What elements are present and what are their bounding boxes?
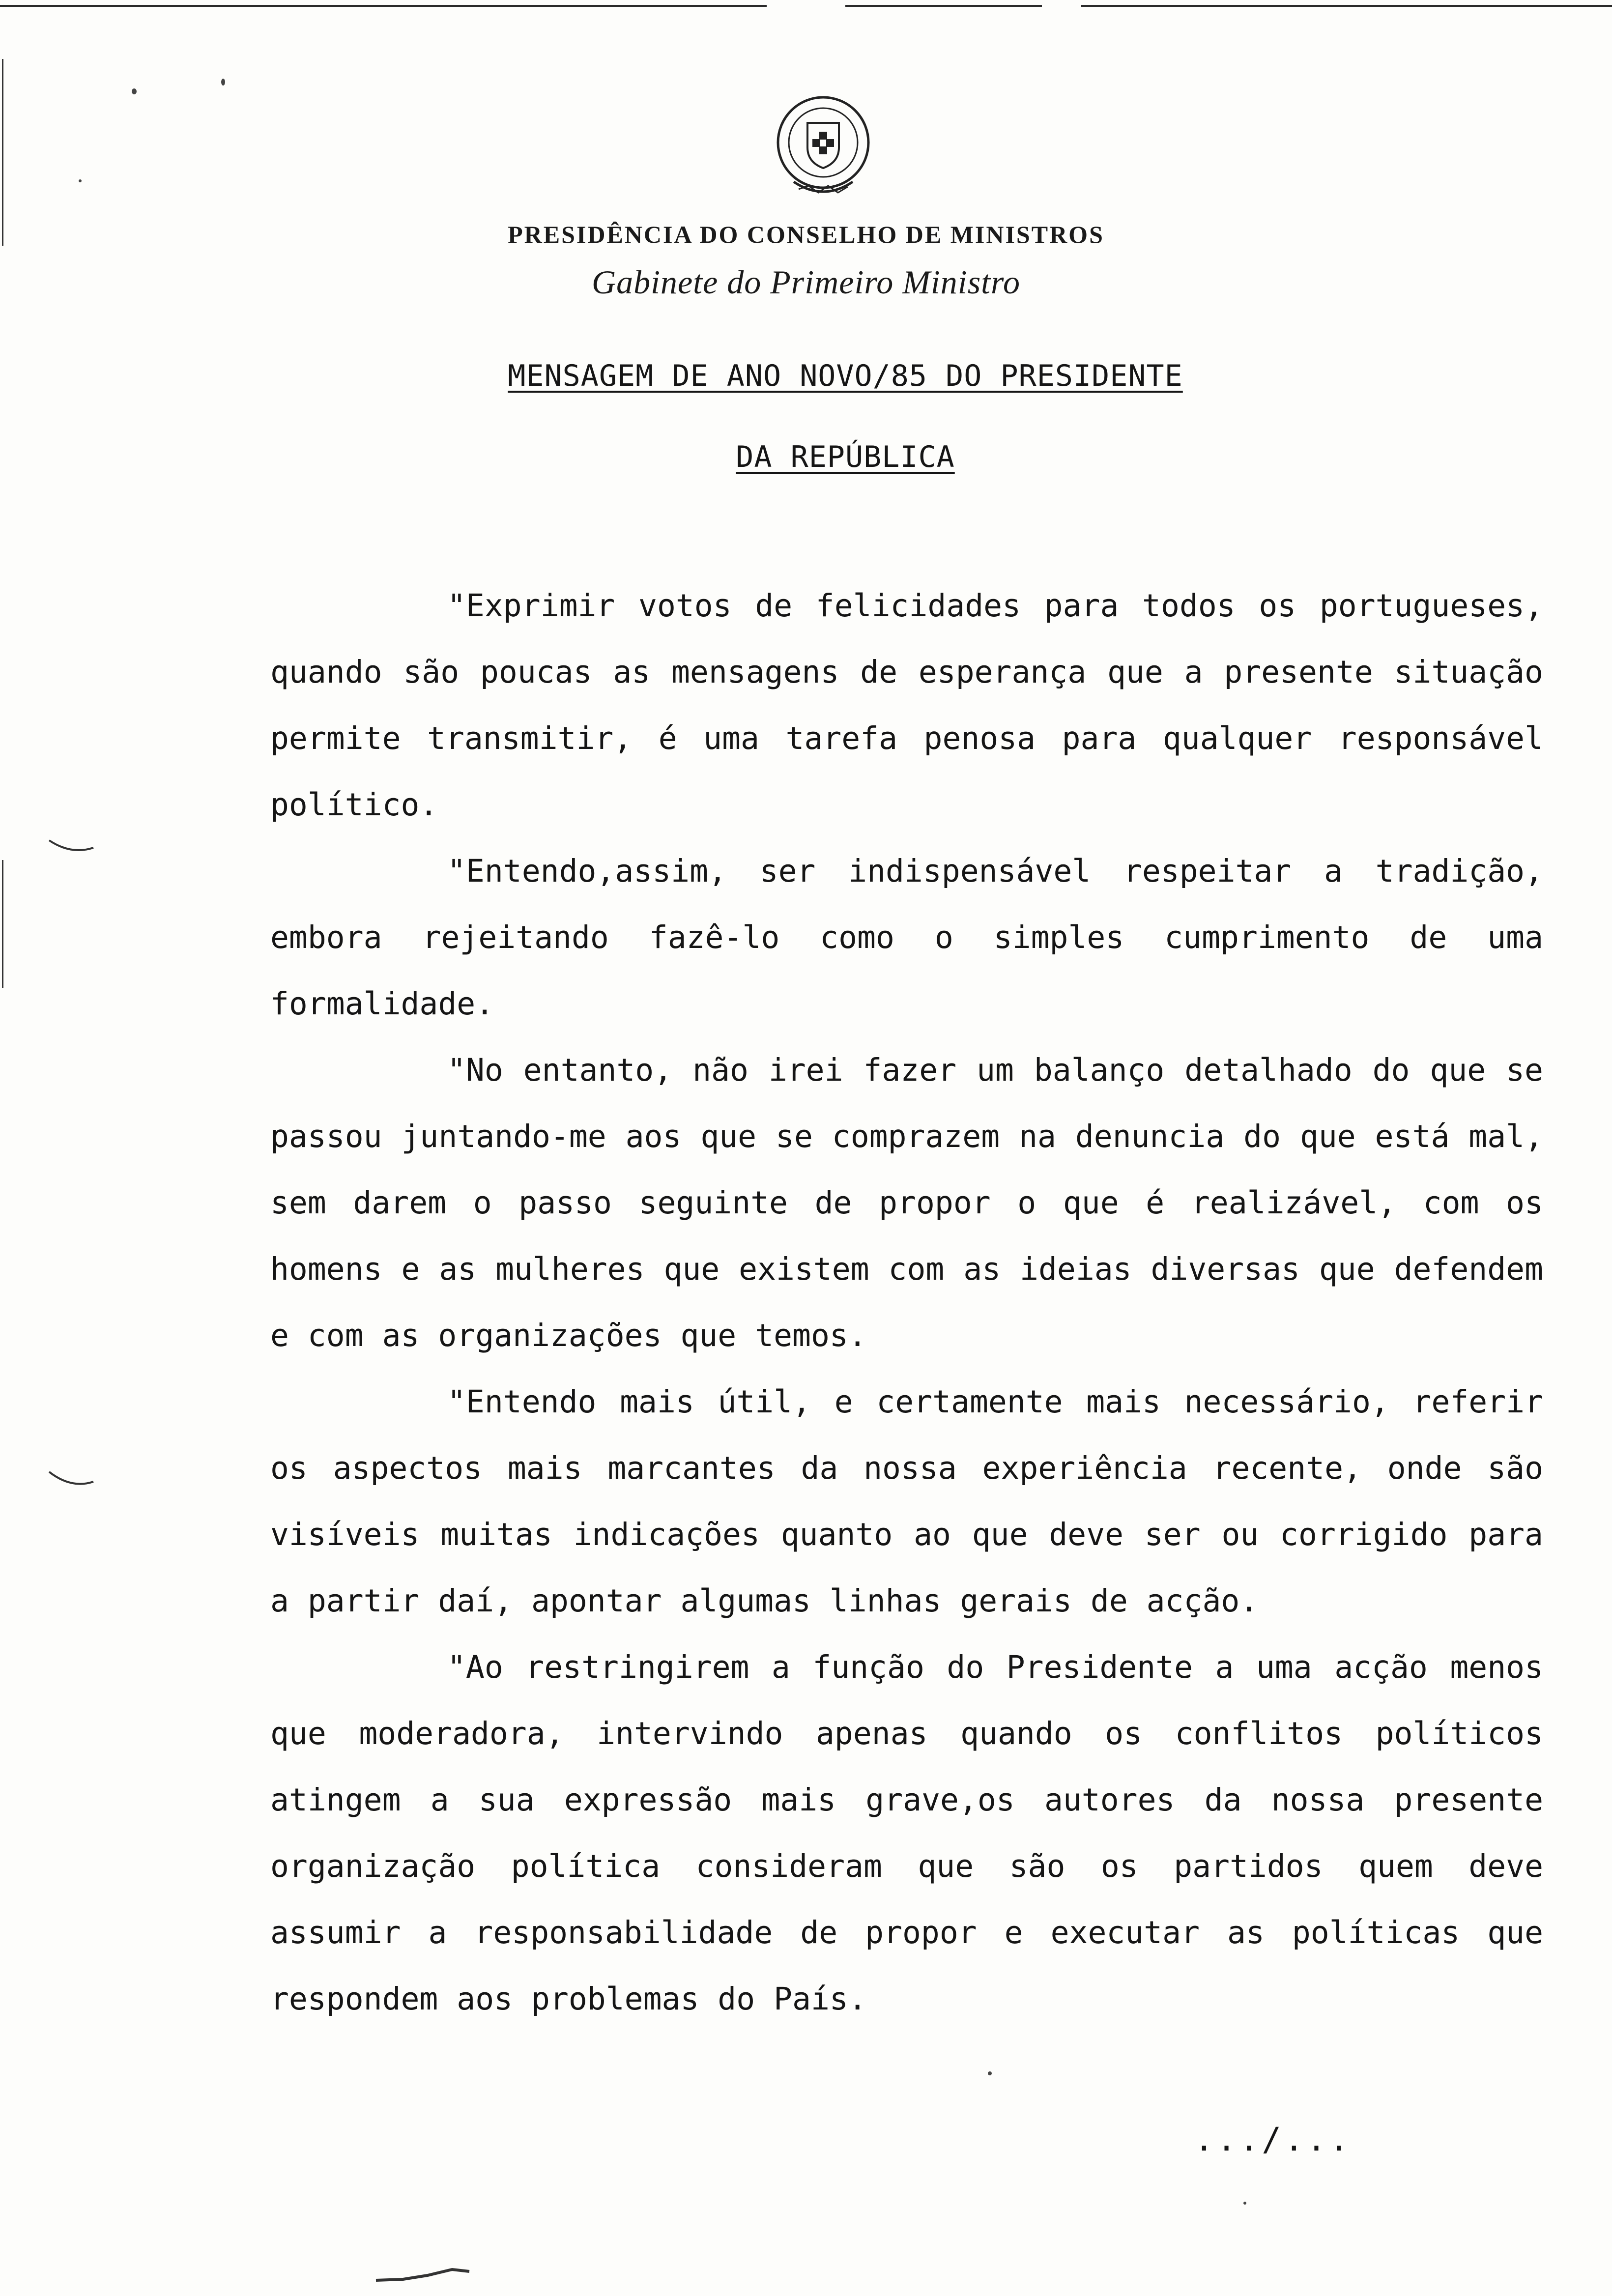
speck [1243, 2202, 1246, 2205]
scan-edge-line [1081, 5, 1612, 7]
title-text: DA REPÚBLICA [736, 440, 955, 474]
speck [221, 79, 225, 86]
speck [132, 88, 137, 94]
title-text: MENSAGEM DE ANO NOVO/85 DO PRESIDENTE [508, 359, 1183, 393]
binding-mark [2, 59, 3, 246]
paragraph: "Ao restringirem a função do Presidente a uma acção menos que moderadora, intervindo apenas quando os conflitos políticos atingem a sua expressão mais grave,os autores da nossa presente organização política consideram que são os partidos quem deve assumir a responsabilidade de propor e executar as políticas que respondem aos problemas do País. [270, 1649, 1543, 2017]
document-title-line-1 [0, 359, 1612, 393]
paragraph: "Entendo,assim, ser indispensável respeitar a tradição, embora rejeitando fazê-lo como o simples cumprimento de uma formalidade. [270, 853, 1543, 1022]
scan-edge-line [845, 5, 1042, 7]
binding-mark [2, 860, 3, 988]
paragraph: "Entendo mais útil, e certamente mais necessário, referir os aspectos mais marcantes da nossa experiência recente, onde são visíveis muitas indicações quanto ao que deve ser ou corrigido para a partir daí, apontar algumas linhas gerais de acção. [270, 1384, 1543, 1619]
margin-curve-mark [47, 835, 96, 855]
document-title-line-2 [0, 440, 1612, 474]
paragraph: "No entanto, não irei fazer um balanço detalhado do que se passou juntando-me aos que se comprazem na denuncia do que está mal, sem darem o passo seguinte de propor o que é realizável, com os homens e as mulheres que existem com as ideias diversas que defendem e com as organizações que temos. [270, 1052, 1543, 1353]
speck [79, 179, 82, 182]
continuation-mark: .../... [1194, 2121, 1352, 2158]
bottom-scribble-mark [374, 2261, 472, 2285]
speck [988, 2071, 992, 2075]
organization-name: PRESIDÊNCIA DO CONSELHO DE MINISTROS [508, 221, 1104, 248]
coat-of-arms-seal-icon [764, 88, 882, 206]
scan-edge-line [0, 5, 767, 7]
paragraph: "Exprimir votos de felicidades para todos os portugueses, quando são poucas as mensagens de esperança que a presente situação permite transmitir, é uma tarefa penosa para qualquer responsável político. [270, 588, 1543, 823]
margin-curve-mark [47, 1469, 96, 1489]
message-body [270, 573, 1543, 2032]
office-name: Gabinete do Primeiro Ministro [592, 263, 1020, 301]
